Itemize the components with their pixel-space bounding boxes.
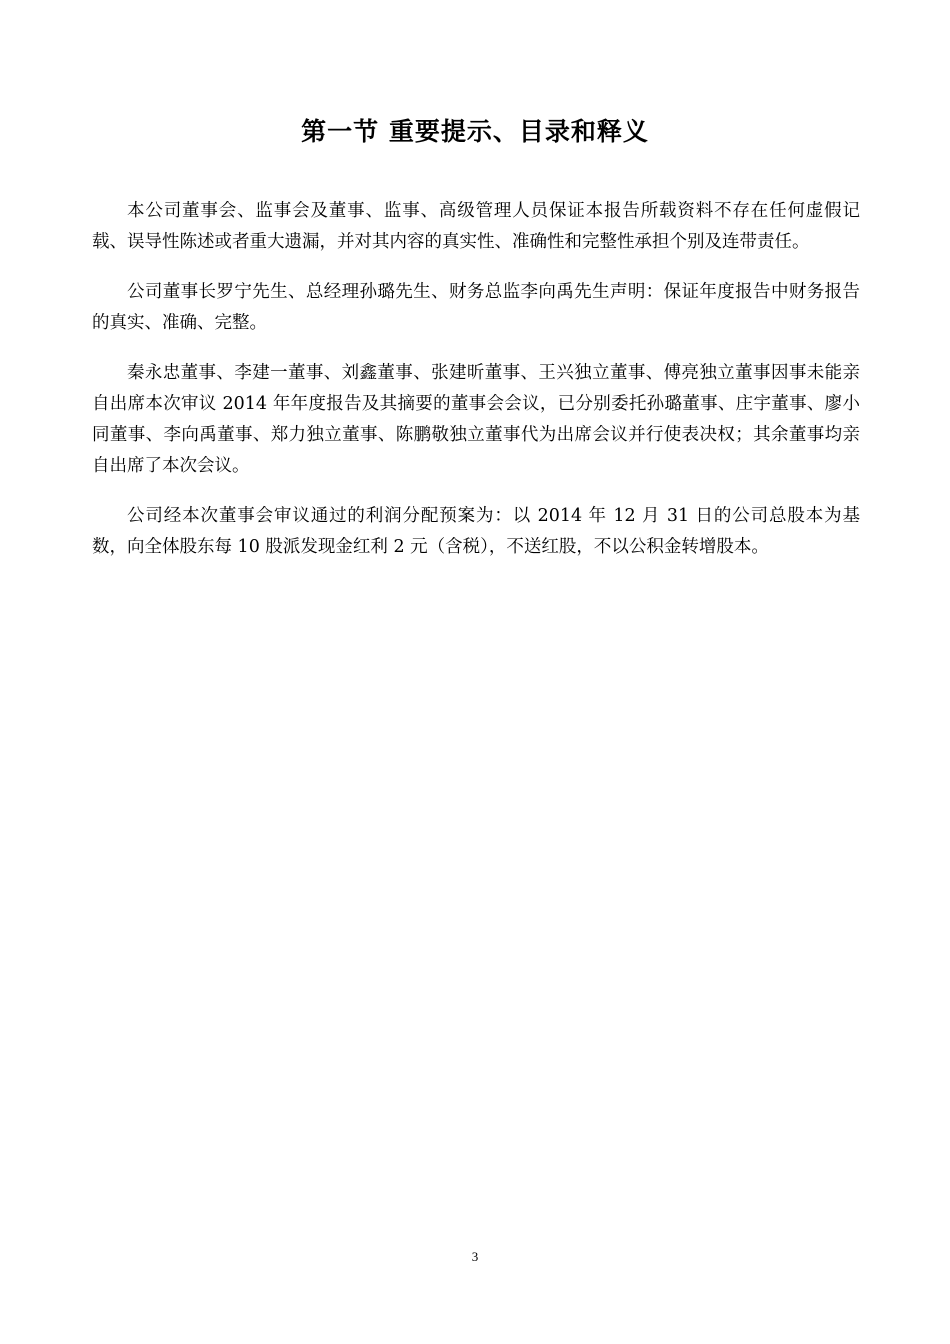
page-number: 3 — [471, 1249, 479, 1264]
paragraph-board-attendance: 秦永忠董事、李建一董事、刘鑫董事、张建昕董事、王兴独立董事、傅亮独立董事因事未能亲自出席本次审议 2014 年年度报告及其摘要的董事会会议，已分别委托孙璐董事、庄宇董事、廖小同董事、李向禹董事、郑力独立董事、陈鹏敬独立董事代为出席会议并行使表决权；其余董事均亲自出席了本次会议。 — [92, 363, 860, 476]
paragraph-profit-distribution: 公司经本次董事会审议通过的利润分配预案为：以 2014 年 12 月 31 日的公司总股本为基数，向全体股东每 10 股派发现金红利 2 元（含税），不送红股，不以公积金转增股本。 — [92, 506, 860, 557]
paragraph-executive-declaration: 公司董事长罗宁先生、总经理孙璐先生、财务总监李向禹先生声明：保证年度报告中财务报告的真实、准确、完整。 — [92, 282, 860, 333]
document-body — [92, 196, 860, 582]
paragraph-responsibility-statement: 本公司董事会、监事会及董事、监事、高级管理人员保证本报告所载资料不存在任何虚假记载、误导性陈述或者重大遗漏，并对其内容的真实性、准确性和完整性承担个别及连带责任。 — [92, 201, 860, 252]
section-title: 第一节 重要提示、目录和释义 — [301, 117, 649, 146]
